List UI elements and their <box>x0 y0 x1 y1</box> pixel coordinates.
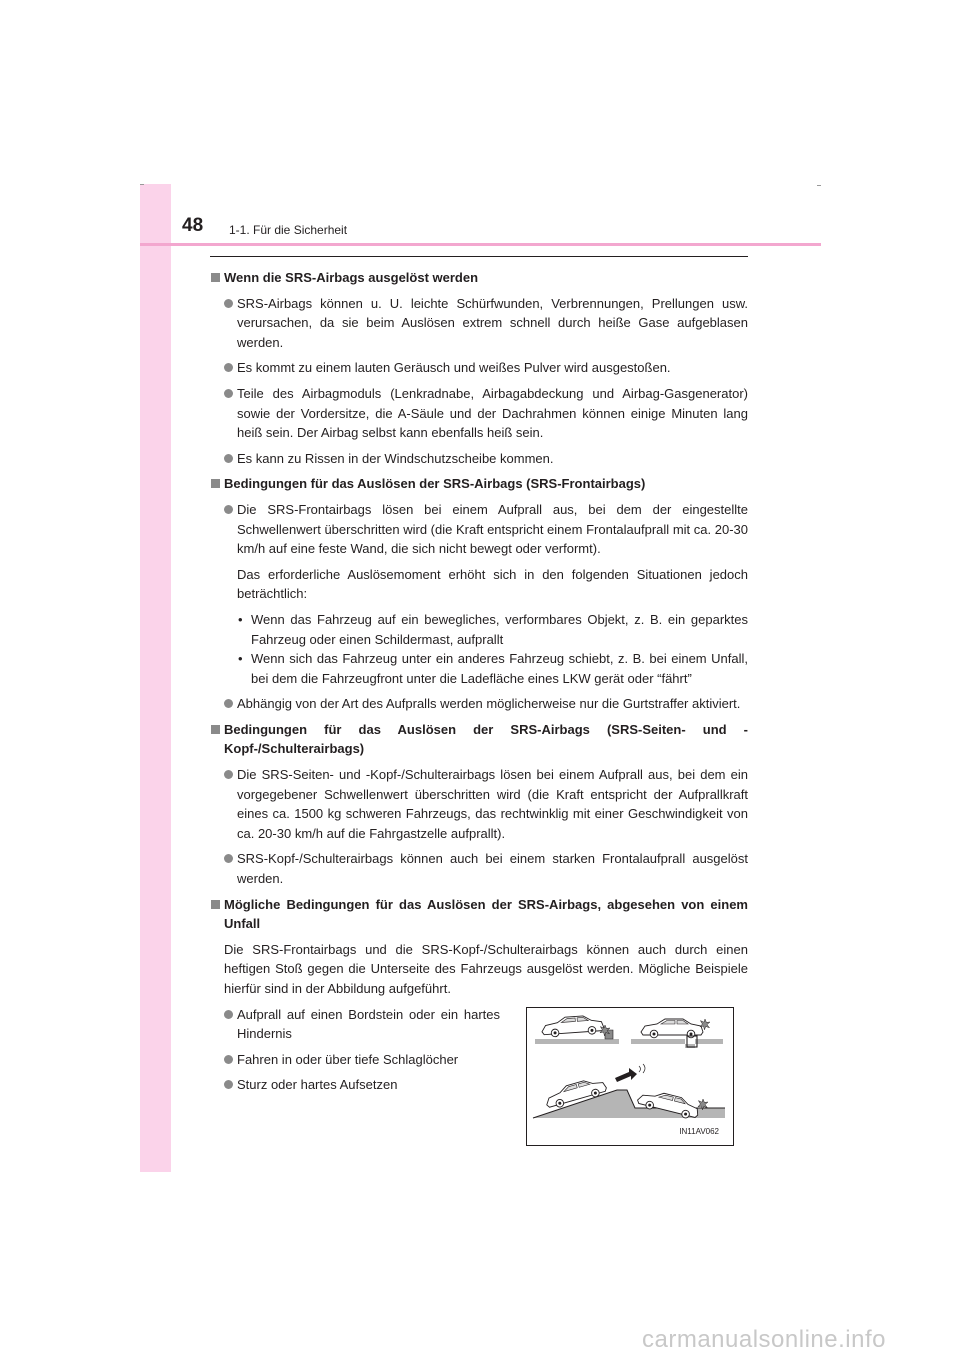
content-flow <box>210 268 748 999</box>
bullet-item <box>210 1050 500 1070</box>
bullet-text: SRS-Kopf-/Schulterairbags können auch bei einem starken Frontalaufprall ausgelöst werden. <box>237 851 748 887</box>
section-heading <box>210 720 748 759</box>
heading-text: Wenn die SRS-Airbags ausgelöst werden <box>224 270 479 285</box>
sub-list-item <box>210 649 748 688</box>
bullet-dot-icon <box>224 363 233 372</box>
crop-mark-left <box>140 184 144 185</box>
bullet-dot-icon <box>224 299 233 308</box>
bullet-item <box>210 500 748 559</box>
bullet-dot-icon <box>224 1080 233 1089</box>
bullet-item <box>210 849 748 888</box>
bullet-dot-icon <box>224 699 233 708</box>
bullet-dot-icon <box>224 854 233 863</box>
sidebar-tab <box>140 184 171 1172</box>
heading-square-icon <box>211 725 220 734</box>
bullet-text: Aufprall auf einen Bordstein oder ein hartes Hindernis <box>237 1006 500 1042</box>
bullet-item <box>210 1005 500 1044</box>
page-content <box>210 256 748 1136</box>
bullet-dot-icon <box>224 505 233 514</box>
heading-square-icon <box>211 479 220 488</box>
bullet-dot-icon <box>224 389 233 398</box>
bullet-item <box>210 294 748 353</box>
bullet-text: Die SRS-Frontairbags lösen bei einem Aufprall aus, bei dem der eingestellte Schwellenwert überschritten wird (die Kraft entspricht einem Frontalaufprall mit ca. 20-30 km/h auf eine feste Wand, die sich nicht bewegt oder verformt). <box>237 501 748 557</box>
car-in-pothole-icon <box>631 1019 723 1048</box>
bullet-dot-icon <box>224 1055 233 1064</box>
bullet-text: SRS-Airbags können u. U. leichte Schürfwunden, Verbrennungen, Prellungen usw. verursachen, da sie beim Auslösen extrem schnell durch heiße Gase aufgeblasen werden. <box>237 295 748 350</box>
bullet-item <box>210 765 748 843</box>
bullet-text: Es kommt zu einem lauten Geräusch und weißes Pulver wird ausgestoßen. <box>237 360 671 376</box>
bullet-item <box>210 1075 500 1095</box>
heading-text: Bedingungen für das Auslösen der SRS-Airbags (SRS-Frontairbags) <box>224 476 646 492</box>
section-heading <box>210 268 748 288</box>
bullet-text: Es kann zu Rissen in der Windschutzscheibe kommen. <box>237 450 554 466</box>
bullet-item <box>210 384 748 443</box>
bullet-dot-icon <box>224 1010 233 1019</box>
bullet-text: Teile des Airbagmoduls (Lenkradnabe, Airbagabdeckung und Airbag-Gasgenerator) sowie der Vordersitze, die A-Säule und der Dachrahmen können einige Minuten lang heiß sein. Der Airbag selbst kann ebenfalls heiß sein. <box>237 385 748 441</box>
bullet-text: Sturz oder hartes Aufsetzen <box>237 1077 398 1093</box>
paragraph: Die SRS-Frontairbags und die SRS-Kopf-/Schulterairbags können auch durch einen heftigen Stoß gegen die Unterseite des Fahrzeugs ausgelöst werden. Mögliche Beispiele hierfür sind in der Abbildung aufgeführt. <box>224 941 748 996</box>
sub-list-item <box>210 610 748 649</box>
illustration-figure <box>526 1007 734 1146</box>
page-number: 48 <box>182 215 204 236</box>
heading-square-icon <box>211 273 220 282</box>
bullet-item <box>210 449 748 469</box>
heading-text: Mögliche Bedingungen für das Auslösen der SRS-Airbags, abgesehen von einem Unfall <box>224 896 748 932</box>
heading-text: Bedingungen für das Auslösen der SRS-Airbags (SRS-Seiten- und -Kopf-/Schulterairbags) <box>224 721 748 757</box>
figure-id-label: IN11AV062 <box>679 1127 719 1136</box>
figure-bullet-list <box>210 1005 500 1095</box>
paragraph: Das erforderliche Auslösemoment erhöht sich in den folgenden Situationen jedoch beträchtlich: <box>237 566 748 602</box>
car-falling-from-ramp-icon <box>533 1064 725 1121</box>
bullet-text: Fahren in oder über tiefe Schlaglöcher <box>237 1051 459 1067</box>
section-heading <box>210 474 748 494</box>
bullet-dot-icon <box>224 454 233 463</box>
sub-text: Wenn sich das Fahrzeug unter ein anderes Fahrzeug schiebt, z. B. bei einem Unfall, bei dem die Fahrzeugfront unter die Ladefläche eines LKW gerät oder “fährt” <box>251 651 748 686</box>
car-hitting-curb-icon <box>535 1014 619 1043</box>
bullet-text: Die SRS-Seiten- und -Kopf-/Schulterairbags lösen bei einem Aufprall aus, bei dem ein vorgegebener Schwellenwert überschritten wird (die Kraft entspricht der Aufprallkraft eines ca. 1500 kg schweren Fahrzeugs, das rechtwinklig mit einer Geschwindigkeit von ca. 20-30 km/h auf die Fahrgastzelle aufprallt). <box>237 767 748 841</box>
sub-text: Wenn das Fahrzeug auf ein bewegliches, verformbares Objekt, z. B. ein geparktes Fahrzeug oder einen Schildermast, aufprallt <box>251 611 748 647</box>
sub-marker: • <box>238 611 243 627</box>
bullet-dot-icon <box>224 770 233 779</box>
bullet-item <box>210 694 748 714</box>
bullet-item <box>210 358 748 378</box>
sub-marker: • <box>238 651 243 667</box>
section-title: 1-1. Für die Sicherheit <box>229 223 348 237</box>
watermark: carmanualsonline.info <box>642 1326 886 1353</box>
figure-section <box>210 1005 748 1136</box>
heading-square-icon <box>211 900 220 909</box>
bullet-text: Abhängig von der Art des Aufpralls werden möglicherweise nur die Gurtstraffer aktiviert. <box>237 696 741 712</box>
section-heading <box>210 895 748 934</box>
header-rule <box>140 243 821 246</box>
crop-mark-right <box>817 185 821 186</box>
